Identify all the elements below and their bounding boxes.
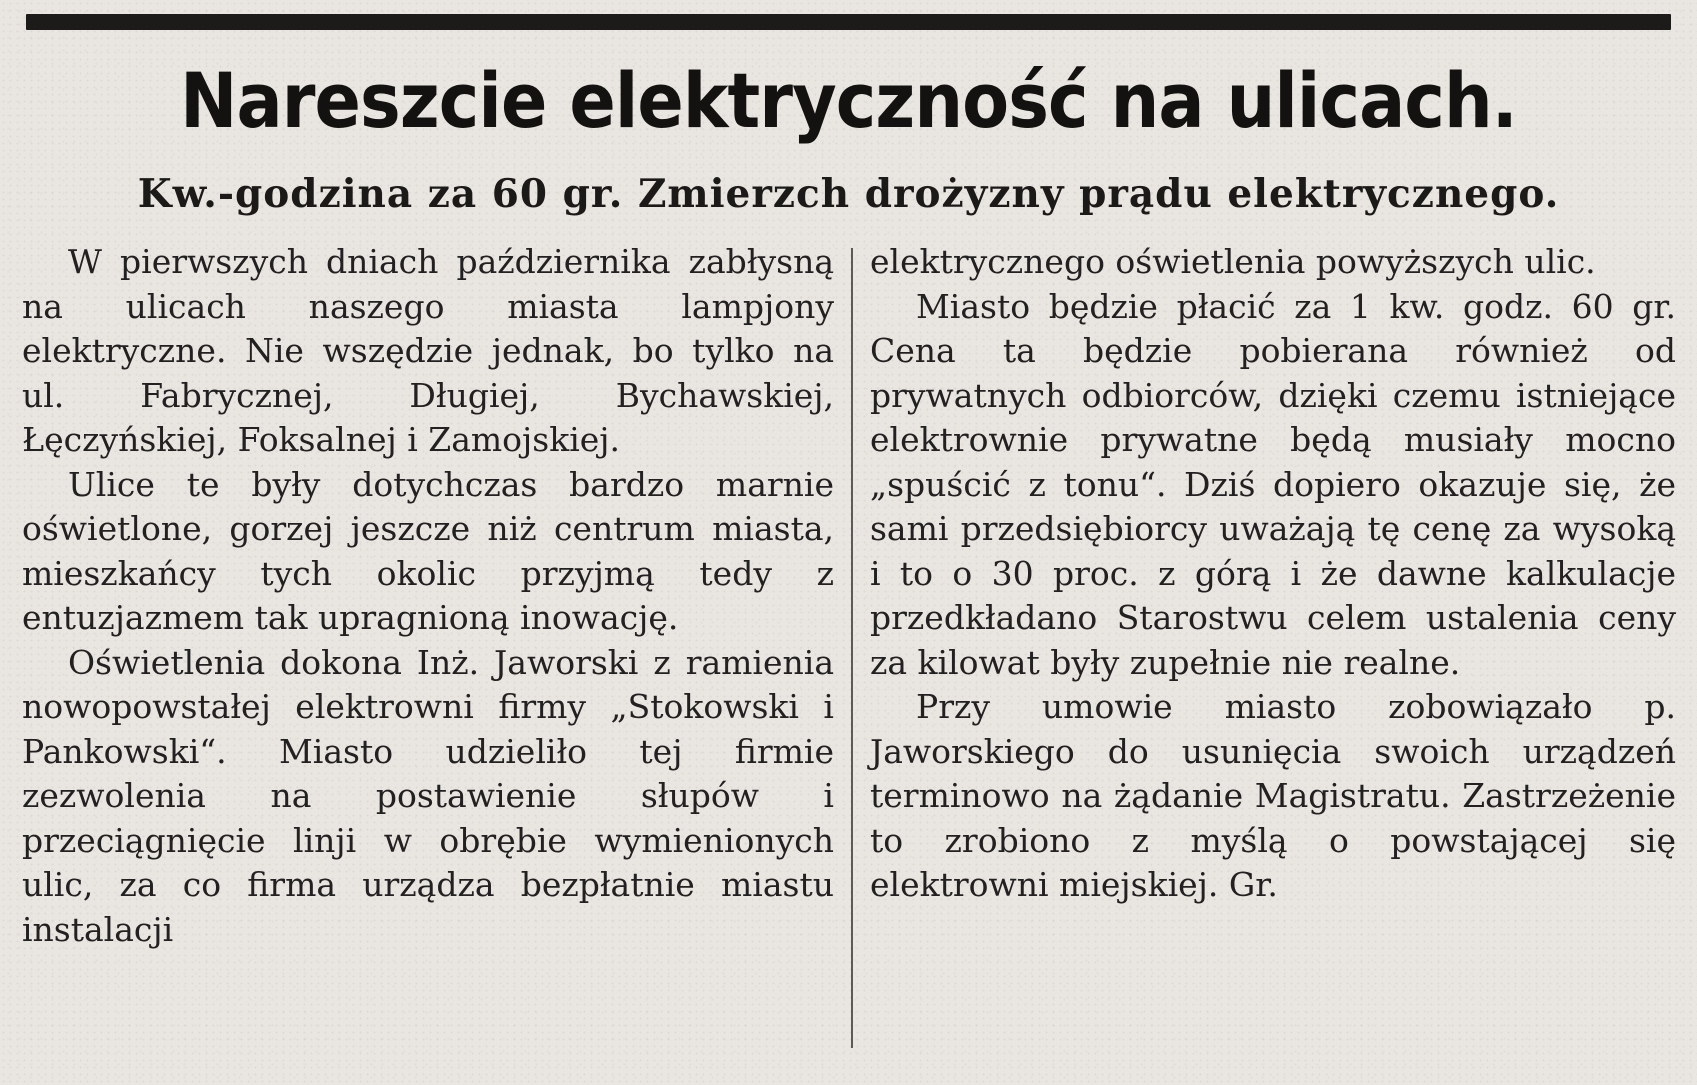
left-column: [22, 240, 834, 952]
top-rule: [26, 14, 1671, 30]
column-divider: [851, 248, 853, 1048]
right-column: [870, 240, 1676, 908]
paragraph: Miasto będzie płacić za 1 kw. godz. 60 gr. Cena ta będzie pobierana również od prywatnych odbiorców, dzięki czemu istniejące elektrownie prywatne będą musiały mocno „spuścić z tonu“. Dziś dopiero okazuje się, że sami przedsiębiorcy uważają tę cenę za wysoką i to o 30 proc. z górą i że dawne kalkulacje przedkładano Starostwu celem ustalenia ceny za kilowat były zupełnie nie realne.: [870, 286, 1676, 682]
paragraph: Ulice te były dotychczas bardzo marnie oświetlone, gorzej jeszcze niż centrum miasta, mieszkańcy tych okolic przyjmą tedy z entuzjazmem tak upragnioną inowację.: [22, 464, 834, 637]
headline: Nareszcie elektryczność na ulicach.: [180, 56, 1517, 145]
subheadline: Kw.-godzina za 60 gr. Zmierzch drożyzny prądu elektrycznego.: [137, 171, 1560, 217]
paragraph: elektrycznego oświetlenia powyższych ulic.: [870, 242, 1596, 281]
paragraph: Oświetlenia dokona Inż. Jaworski z ramienia nowopowstałej elektrowni firmy „Stokowski i Pankowski“. Miasto udzieliło tej firmie zezwolenia na postawienie słupów i przeciągnięcie linji w obrębie wymienionych ulic, za co firma urządza bezpłatnie miastu instalacji: [22, 642, 834, 949]
paragraph: Przy umowie miasto zobowiązało p. Jaworskiego do usunięcia swoich urządzeń terminowo na żądanie Magistratu. Zastrzeżenie to zrobiono z myślą o powstającej się elektrowni miejskiej. Gr.: [870, 687, 1676, 904]
paragraph: W pierwszych dniach października zabłysną na ulicach naszego miasta lampjony elektryczne. Nie wszędzie jednak, bo tylko na ul. Fabrycznej, Długiej, Bychawskiej, Łęczyńskiej, Foksalnej i Zamojskiej.: [22, 242, 834, 459]
